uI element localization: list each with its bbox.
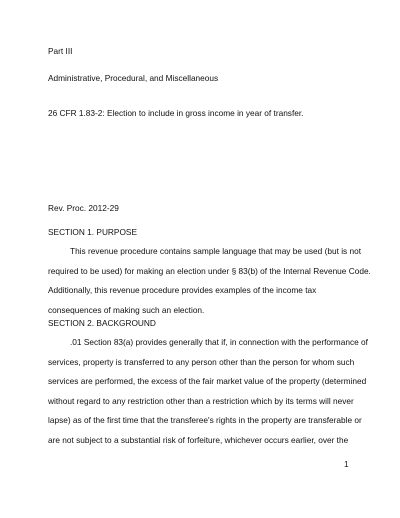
- paragraph-line: services, property is transferred to any person other than the person for whom such: [48, 356, 355, 367]
- paragraph-line: consequences of making such an election.: [48, 304, 205, 315]
- cfr-reference: 26 CFR 1.83-2: Election to include in gross income in year of transfer.: [48, 108, 304, 118]
- section2-heading: SECTION 2. BACKGROUND: [48, 318, 156, 328]
- paragraph-line: required to be used) for making an election under § 83(b) of the Internal Revenue Code.: [48, 265, 371, 276]
- paragraph-line: are not subject to a substantial risk of forfeiture, whichever occurs earlier, over the: [48, 434, 349, 445]
- page-number: 1: [344, 459, 349, 469]
- paragraph-line: without regard to any restriction other than a restriction which by its terms will never: [48, 395, 354, 406]
- paragraph-line: This revenue procedure contains sample language that may be used (but is not: [70, 246, 362, 256]
- section1-heading: SECTION 1. PURPOSE: [48, 227, 137, 237]
- part-heading: Part III: [48, 46, 73, 56]
- paragraph-line: lapse) as of the first time that the transferee's rights in the property are transferable or: [48, 415, 362, 426]
- paragraph-line: .01 Section 83(a) provides generally that if, in connection with the performance of: [70, 337, 368, 347]
- category-heading: Administrative, Procedural, and Miscellaneous: [48, 73, 219, 83]
- paragraph-line: Additionally, this revenue procedure provides examples of the income tax: [48, 285, 317, 296]
- section1-paragraph: [48, 246, 371, 324]
- paragraph-line: services are performed, the excess of the fair market value of the property (determined: [48, 376, 367, 387]
- rev-proc-number: Rev. Proc. 2012-29: [48, 203, 119, 213]
- section2-paragraph: [48, 337, 368, 455]
